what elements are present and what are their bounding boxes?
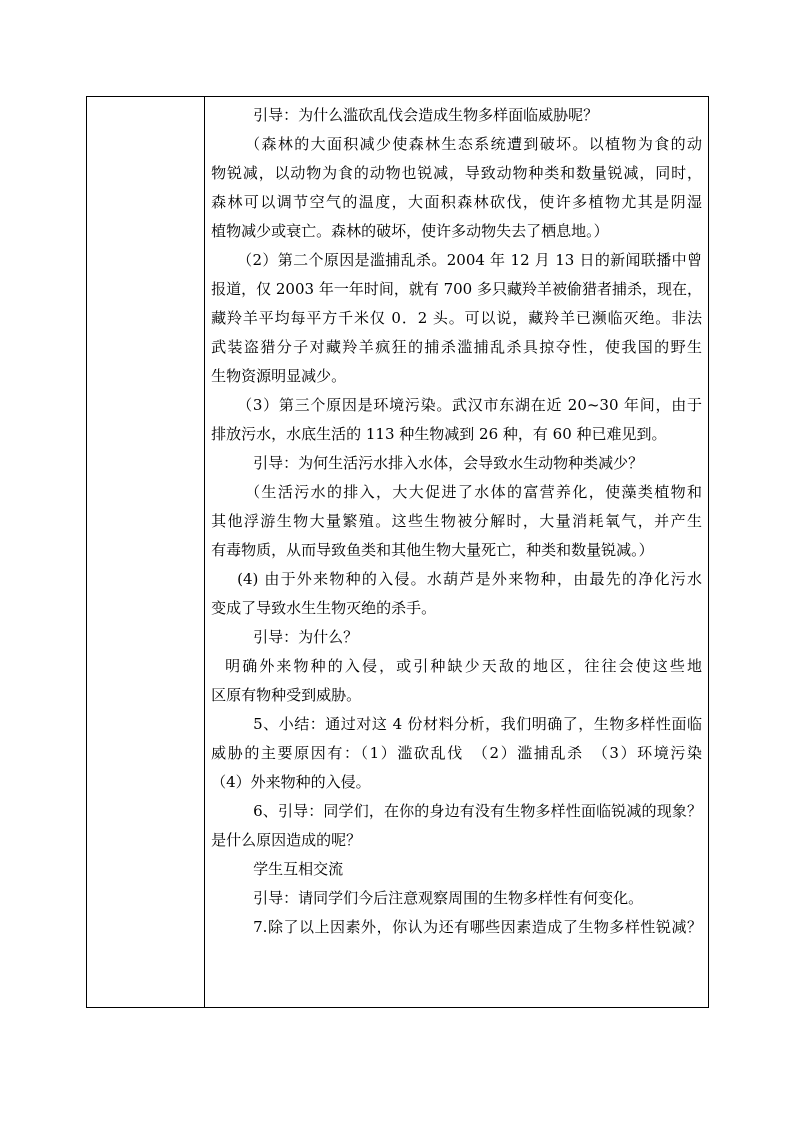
text-line: 生物资源明显减少。 bbox=[211, 367, 347, 385]
text-line: （3）第三个原因是环境污染。武汉市东湖在近 20~30 年间，由于 bbox=[237, 396, 702, 414]
text-line: 5、小结：通过对这 4 份材料分析，我们明确了，生物多样性面临 bbox=[253, 715, 702, 733]
text-line: （2）第二个原因是滥捕乱杀。2004 年 12 月 13 日的新闻联播中曾 bbox=[237, 251, 702, 269]
text-line: （生活污水的排入，大大促进了水体的富营养化，使藻类植物和 bbox=[245, 483, 702, 501]
text-line: 引导：为何生活污水排入水体，会导致水生动物种类减少？ bbox=[253, 454, 644, 472]
text-line: 6、引导：同学们，在你的身边有没有生物多样性面临锐减的现象？ bbox=[253, 802, 702, 820]
text-line: 明确外来物种的入侵，或引种缺少天敌的地区，往往会使这些地 bbox=[225, 657, 702, 675]
text-line: 植物减少或衰亡。森林的破坏，使许多动物失去了栖息地。） bbox=[211, 222, 609, 240]
text-line: 武装盗猎分子对藏羚羊疯狂的捕杀滥捕乱杀具掠夺性，使我国的野生 bbox=[211, 338, 702, 356]
text-line: 森林可以调节空气的温度，大面积森林砍伐，使许多植物尤其是阴湿 bbox=[211, 193, 702, 211]
text-line: 报道，仅 2003 年一年时间，就有 700 多只藏羚羊被偷猎者捕杀，现在， bbox=[211, 280, 702, 298]
text-line: （森林的大面积减少使森林生态系统遭到破坏。以植物为食的动 bbox=[245, 135, 702, 153]
text-line: 其他浮游生物大量繁殖。这些生物被分解时，大量消耗氧气，并产生 bbox=[211, 512, 702, 530]
text-line: 排放污水，水底生活的 113 种生物减到 26 种，有 60 种已难见到。 bbox=[211, 425, 667, 443]
text-line: 引导：为什么？ bbox=[253, 628, 359, 646]
text-line: 7.除了以上因素外，你认为还有哪些因素造成了生物多样性锐减？ bbox=[253, 918, 702, 936]
content-cell bbox=[205, 97, 708, 1007]
text-line: （4）外来物种的入侵。 bbox=[211, 773, 371, 791]
text-line: 区原有物种受到威胁。 bbox=[211, 686, 362, 704]
lesson-table bbox=[86, 96, 709, 1008]
text-line: 学生互相交流 bbox=[253, 860, 344, 878]
text-line: (4) 由于外来物种的入侵。水葫芦是外来物种，由最先的净化污水 bbox=[237, 570, 702, 588]
text-line: 引导：请同学们今后注意观察周围的生物多样性有何变化。 bbox=[253, 889, 644, 907]
text-line: 是什么原因造成的呢？ bbox=[211, 831, 362, 849]
text-line: 物锐减，以动物为食的动物也锐减，导致动物种类和数量锐减，同时， bbox=[211, 164, 702, 182]
text-line: 有毒物质，从而导致鱼类和其他生物大量死亡，种类和数量锐减。） bbox=[211, 541, 654, 559]
text-line: 威胁的主要原因有：（1）滥砍乱伐 （2）滥捕乱杀 （3）环境污染 bbox=[211, 744, 702, 762]
text-line: 引导：为什么滥砍乱伐会造成生物多样面临威胁呢？ bbox=[253, 106, 599, 124]
text-line: 藏羚羊平均每平方千米仅 0．2 头。可以说，藏羚羊已濒临灭绝。非法 bbox=[211, 309, 702, 327]
left-column-cell bbox=[87, 97, 205, 1007]
text-line: 变成了导致水生生物灭绝的杀手。 bbox=[211, 599, 437, 617]
